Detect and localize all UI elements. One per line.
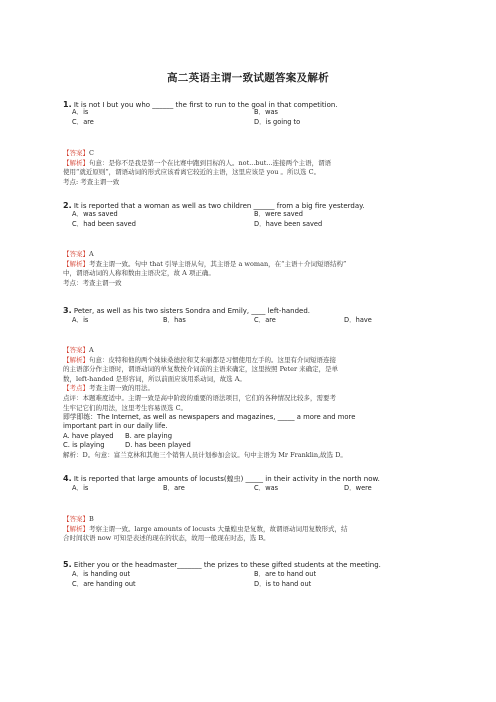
document-title: 高二英语主谓一致试题答案及解析 — [167, 72, 329, 84]
option-a: A．is — [72, 108, 89, 116]
question-4: 4. It is reported that large amounts of locusts(蝗虫) _____ in their activity in the north now. — [63, 474, 380, 483]
question-stem: It is reported that a woman as well as two children ______ from a big fire yesterday. — [73, 202, 365, 210]
question-stem: It is not I but you who ______ the first to run to the goal in that competition. — [73, 101, 338, 109]
option-b: B．are to hand out — [254, 570, 317, 578]
question-3-answer: 【答案】A 【解析】句意：皮特和他的两个妹妹桑德拉和艾米丽都是习惯使用左手的。这里有介词短语连接 的主语部分作主语时，谓语动词的单复数按介词前的主语来确定，这里按照 Peter 来确定，是单 数，left-handed 是形容词，所以前面应该用系动词，故选 A。 【考点】考查主谓一致的用法。 点评：本题难度适中。主谓一致是高中阶段的重要的语法项目，它们的各种情况比较多，需要考 生牢记它们的用法，这里考生容易误选 C。 — [63, 346, 339, 412]
option-b: B．has — [163, 316, 186, 324]
option-c: C．are — [254, 316, 276, 324]
question-3: 3. Peter, as well as his two sisters Sondra and Emily, ____ left-handed. — [63, 306, 311, 315]
option-b: B．were saved — [254, 210, 303, 218]
option-a: A. have played — [63, 432, 114, 440]
option-c: C．are handing out — [72, 580, 136, 588]
question-5: 5. Either you or the headmaster_______ the prizes to these gifted students at the meeting. — [63, 560, 381, 569]
option-c: C．was — [254, 484, 279, 492]
practice-analysis: 解析：D。句意：富兰克林和其他三个销售人员计划参加会议。句中主语为 Mr Franklin,故选 D。 — [63, 451, 347, 459]
option-b: B. are playing — [125, 432, 173, 440]
option-d: D．is going to — [254, 118, 301, 126]
question-stem: It is reported that large amounts of locusts(蝗虫) _____ in their activity in the north now. — [73, 475, 380, 483]
question-2: 2. It is reported that a woman as well as two children ______ from a big fire yesterday. — [63, 201, 365, 210]
practice-exercise: 即学即练：The Internet, as well as newspapers and magazines, _____ a more and more important part in our daily life. — [63, 413, 356, 431]
option-c: C. is playing — [63, 441, 105, 449]
option-b: B．was — [254, 108, 278, 116]
question-2-answer: 【答案】A 【解析】考查主谓一致。句中 that 引导主语从句，其主语是 a woman，在“主语＋介词短语结构” 中，谓语动词的人称和数由主语决定，故 A 项正确。 考点：考查主谓一致 — [63, 250, 347, 287]
question-4-answer: 【答案】B 【解析】考察主谓一致。large amounts of locusts 大量蝗虫是复数，故谓语动词用复数形式，结 合时间状语 now 可知是表述的现在的状态，故用一般现在时态，选 B。 — [63, 515, 348, 543]
option-c: C．had been saved — [72, 220, 136, 228]
option-d: D．have — [344, 316, 372, 324]
option-a: A．is — [72, 316, 89, 324]
option-a: A．was saved — [72, 210, 118, 218]
question-1: 1. It is not I but you who ______ the first to run to the goal in that competition. — [63, 100, 338, 109]
option-d: D．were — [344, 484, 372, 492]
option-d: D．is to hand out — [254, 580, 312, 588]
option-a: A．is — [72, 484, 89, 492]
option-a: A．is handing out — [72, 570, 131, 578]
question-stem: Either you or the headmaster_______ the prizes to these gifted students at the meeting. — [73, 561, 381, 569]
option-d: D．have been saved — [254, 220, 323, 228]
option-d: D. has been played — [125, 441, 191, 449]
question-stem: Peter, as well as his two sisters Sondra and Emily, ____ left-handed. — [73, 307, 311, 315]
question-1-answer: 【答案】C 【解析】句意：是你不是我是第一个在比赛中跑到目标的人。not...but...连接两个主语，谓语 使用“就近原则”，谓语动词的形式应该看离它较近的主语，这里应该是 you 。所以选 C。 考点: 考查主谓一致 — [63, 149, 332, 186]
option-b: B．are — [163, 484, 185, 492]
option-c: C．are — [72, 118, 94, 126]
